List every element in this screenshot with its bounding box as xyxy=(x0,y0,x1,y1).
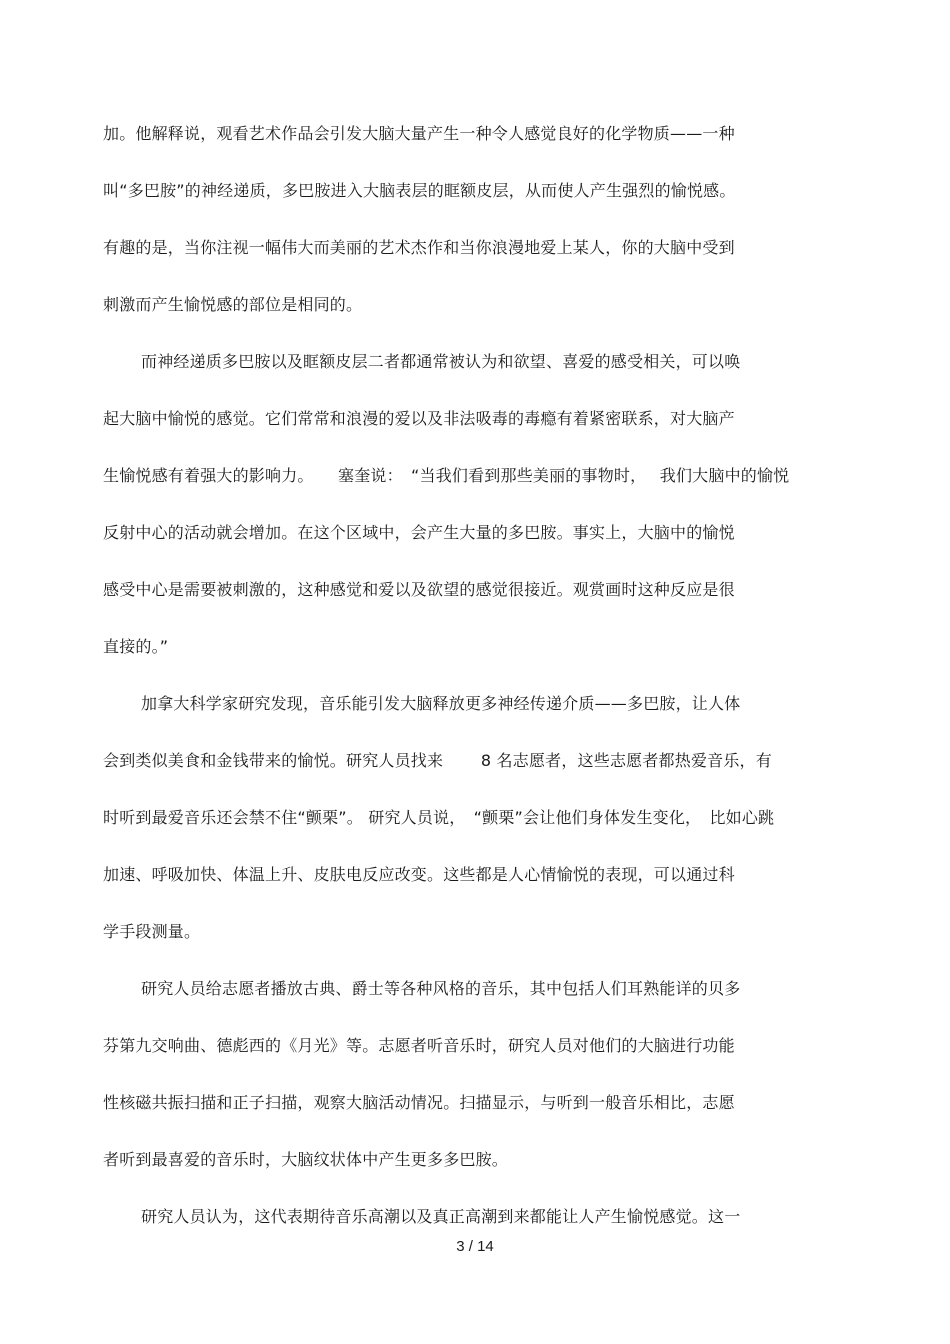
text-line: 加速、呼吸加快、体温上升、皮肤电反应改变。这些都是人心情愉悦的表现，可以通过科 xyxy=(103,865,735,884)
text-line: 学手段测量。 xyxy=(103,922,201,941)
text-line: 会到类似美食和金钱带来的愉悦。研究人员找来 8 名志愿者，这些志愿者都热爱音乐，有 xyxy=(103,751,772,770)
text-line: 性核磁共振扫描和正子扫描，观察大脑活动情况。扫描显示，与听到一般音乐相比，志愿 xyxy=(103,1093,735,1112)
text-line: 芬第九交响曲、德彪西的《月光》等。志愿者听音乐时，研究人员对他们的大脑进行功能 xyxy=(103,1036,735,1055)
paragraph-first-line: 加拿大科学家研究发现，音乐能引发大脑释放更多神经传递介质——多巴胺，让人体 xyxy=(141,694,741,713)
paragraph-first-line: 研究人员认为，这代表期待音乐高潮以及真正高潮到来都能让人产生愉悦感觉。这一 xyxy=(141,1207,741,1226)
text-line: 反射中心的活动就会增加。在这个区域中，会产生大量的多巴胺。事实上，大脑中的愉悦 xyxy=(103,523,735,542)
text-line: 时听到最爱音乐还会禁不住“颤栗”。 研究人员说， “颤栗”会让他们身体发生变化， 比如心跳 xyxy=(103,808,775,827)
text-line: 加。他解释说，观看艺术作品会引发大脑大量产生一种令人感觉良好的化学物质——一种 xyxy=(103,124,735,143)
text-line: 感受中心是需要被刺激的，这种感觉和爱以及欲望的感觉很接近。观赏画时这种反应是很 xyxy=(103,580,735,599)
text-line: 叫“多巴胺”的神经递质，多巴胺进入大脑表层的眶额皮层，从而使人产生强烈的愉悦感。 xyxy=(103,181,736,200)
text-line: 有趣的是，当你注视一幅伟大而美丽的艺术杰作和当你浪漫地爱上某人，你的大脑中受到 xyxy=(103,238,735,257)
page-number: 3 / 14 xyxy=(456,1238,494,1255)
paragraph-first-line: 而神经递质多巴胺以及眶额皮层二者都通常被认为和欲望、喜爱的感受相关，可以唤 xyxy=(141,352,741,371)
text-line: 刺激而产生愉悦感的部位是相同的。 xyxy=(103,295,363,314)
paragraph-first-line: 研究人员给志愿者播放古典、爵士等各种风格的音乐，其中包括人们耳熟能详的贝多 xyxy=(141,979,741,998)
text-line: 者听到最喜爱的音乐时，大脑纹状体中产生更多多巴胺。 xyxy=(103,1150,509,1169)
text-line: 起大脑中愉悦的感觉。它们常常和浪漫的爱以及非法吸毒的毒瘾有着紧密联系，对大脑产 xyxy=(103,409,735,428)
text-line: 生愉悦感有着强大的影响力。 塞奎说： “当我们看到那些美丽的事物时， 我们大脑中的愉悦 xyxy=(103,466,790,485)
text-line: 直接的。” xyxy=(103,637,169,656)
